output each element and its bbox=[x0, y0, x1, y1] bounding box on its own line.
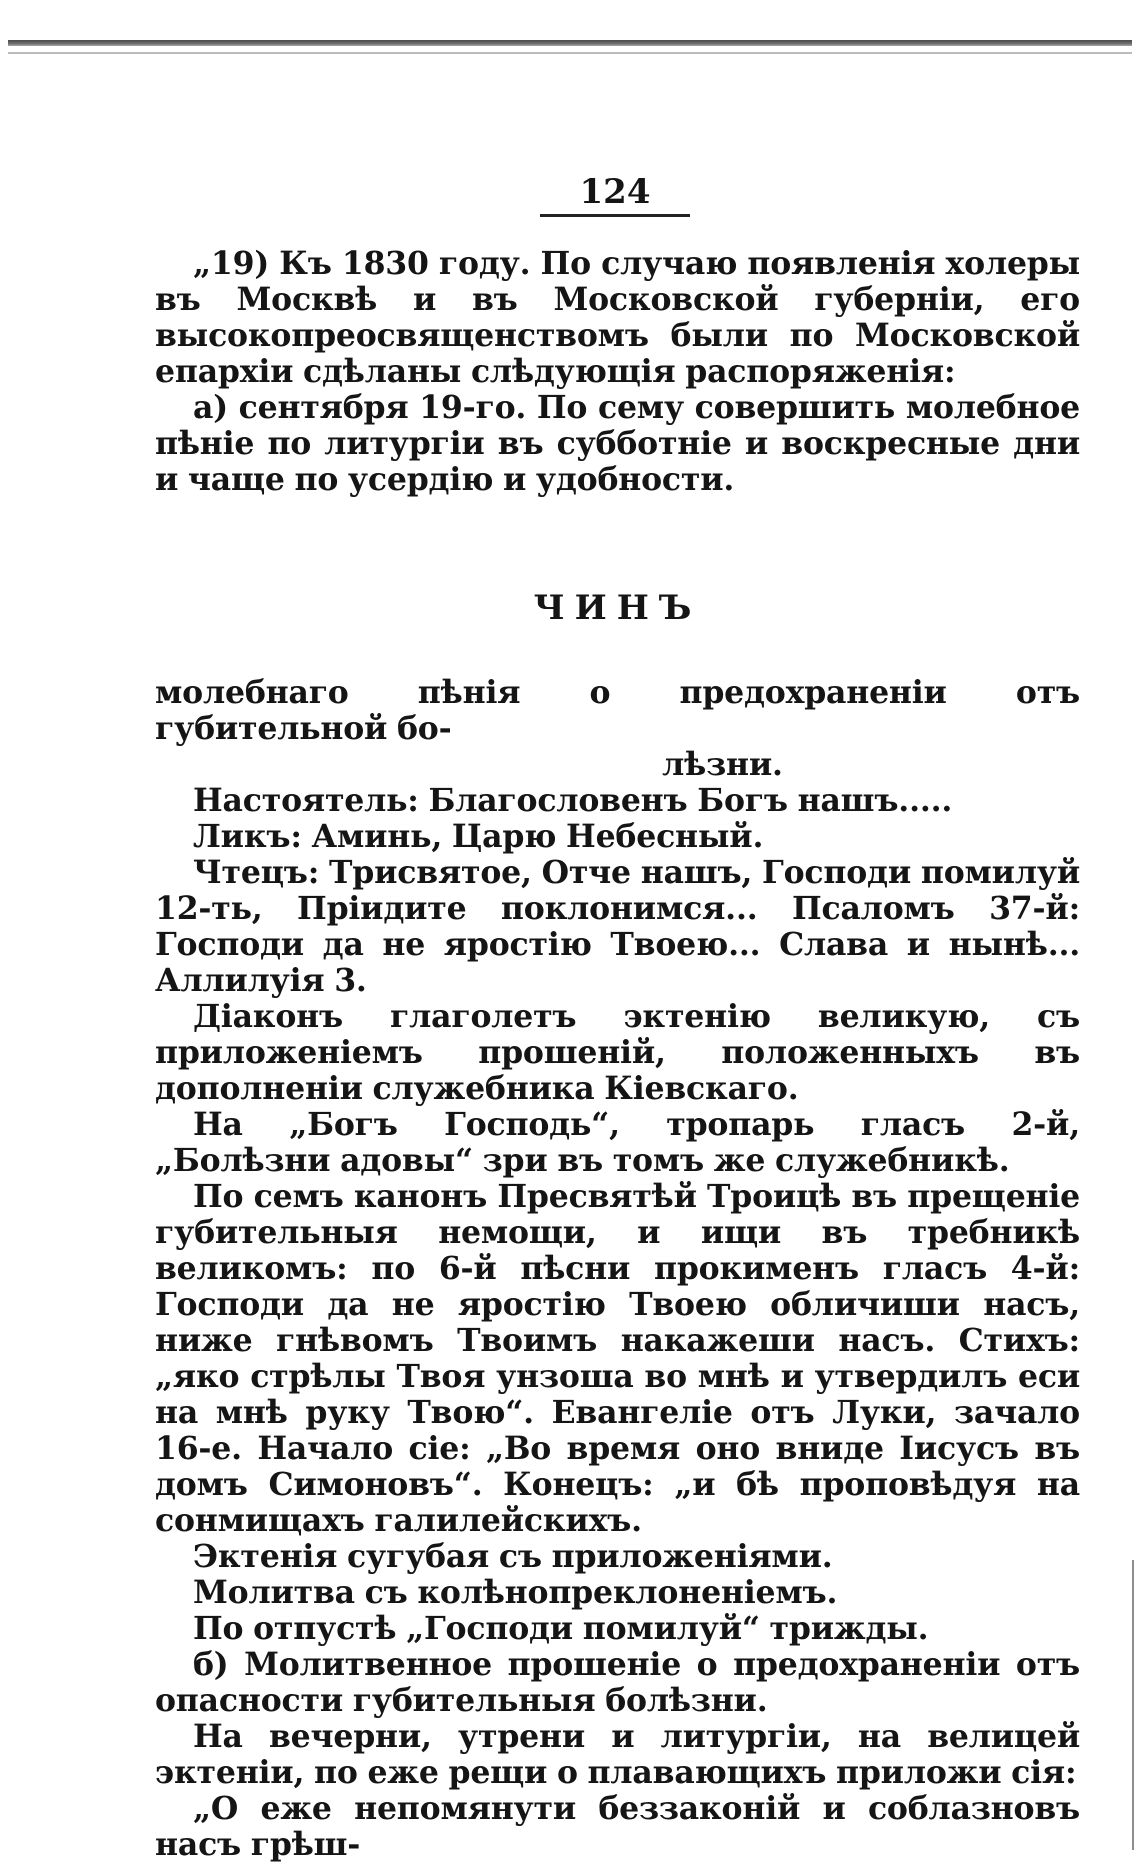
paragraph-kanon: По семъ канонъ Пресвятѣй Троицѣ въ прещеніе губительныя немощи, и ищи въ требникѣ великомъ: по 6-й пѣсни прокименъ гласъ 4-й: Господи да не яростію Твоею обличиши насъ, ниже гнѣвомъ Твоимъ накажеши насъ. Стихъ: „яко стрѣлы Твоя унзоша во мнѣ и утвердилъ еси на мнѣ руку Твою“. Евангеліе отъ Луки, зачало 16-е. Начало сіе: „Во время оно вниде Іисусъ въ домъ Симоновъ“. Конецъ: „и бѣ проповѣдуя на сонмищахъ галилейскихъ. bbox=[155, 1178, 1080, 1539]
intro-paragraph-2: а) сентября 19-го. По сему совершить молебное пѣніе по литургіи въ субботніе и воскресные дни и чаще по усердію и удобности. bbox=[155, 389, 1080, 498]
page-number-underline bbox=[540, 214, 690, 217]
paragraph-bog-gospod: На „Богъ Господь“, тропарь гласъ 2-й, „Болѣзни адовы“ зри въ томъ же служебникѣ. bbox=[155, 1106, 1080, 1179]
top-page-rule bbox=[8, 40, 1132, 46]
top-page-rule-thin bbox=[8, 52, 1132, 54]
section-subtitle: молебнаго пѣнія о предохраненіи отъ губительной бо- bbox=[155, 674, 1080, 747]
paragraph-lik: Ликъ: Аминь, Царю Небесный. bbox=[193, 818, 764, 855]
intro-paragraph-1: „19) Къ 1830 году. По случаю появленія холеры въ Москвѣ и въ Московской губерніи, его высокопреосвященствомъ были по Московской епархіи сдѣланы слѣдующія распоряженія: bbox=[155, 245, 1080, 390]
paragraph-diakon: Діаконъ глаголетъ эктенію великую, съ приложеніемъ прошеній, положенныхъ въ дополненіи служебника Кіевскаго. bbox=[155, 998, 1080, 1107]
paragraph-vecherni: На вечерни, утрени и литургіи, на велицей эктеніи, по еже рещи о плавающихъ приложи сія: bbox=[155, 1718, 1080, 1791]
page-edge-line bbox=[1132, 1560, 1134, 1850]
intro-text bbox=[155, 246, 1080, 498]
paragraph-chtets: Чтецъ: Трисвятое, Отче нашъ, Господи помилуй 12-ть, Пріидите поклонимся... Псаломъ 37-й: Господи да не яростію Твоею... Слава и нынѣ... Аллилуія 3. bbox=[155, 854, 1080, 999]
paragraph-o-ezhe: „О еже непомянути беззаконій и соблазновъ насъ грѣш- bbox=[155, 1790, 1080, 1863]
page-number: 124 bbox=[579, 172, 651, 212]
section-title: ЧИНЪ bbox=[533, 588, 702, 628]
section-text bbox=[155, 675, 1080, 1863]
paragraph-nastoyatel: Настоятель: Благословенъ Богъ нашъ..... bbox=[193, 782, 953, 819]
paragraph-ektenia: Эктенія сугубая съ приложеніями. bbox=[193, 1538, 833, 1575]
paragraph-otpust: По отпустѣ „Господи помилуй“ трижды. bbox=[193, 1610, 929, 1647]
paragraph-molitva: Молитва съ колѣнопреклоненіемъ. bbox=[193, 1574, 838, 1611]
paragraph-proshenie: б) Молитвенное прошеніе о предохраненіи отъ опасности губительныя болѣзни. bbox=[155, 1646, 1080, 1719]
section-subtitle-end: лѣзни. bbox=[662, 746, 783, 783]
